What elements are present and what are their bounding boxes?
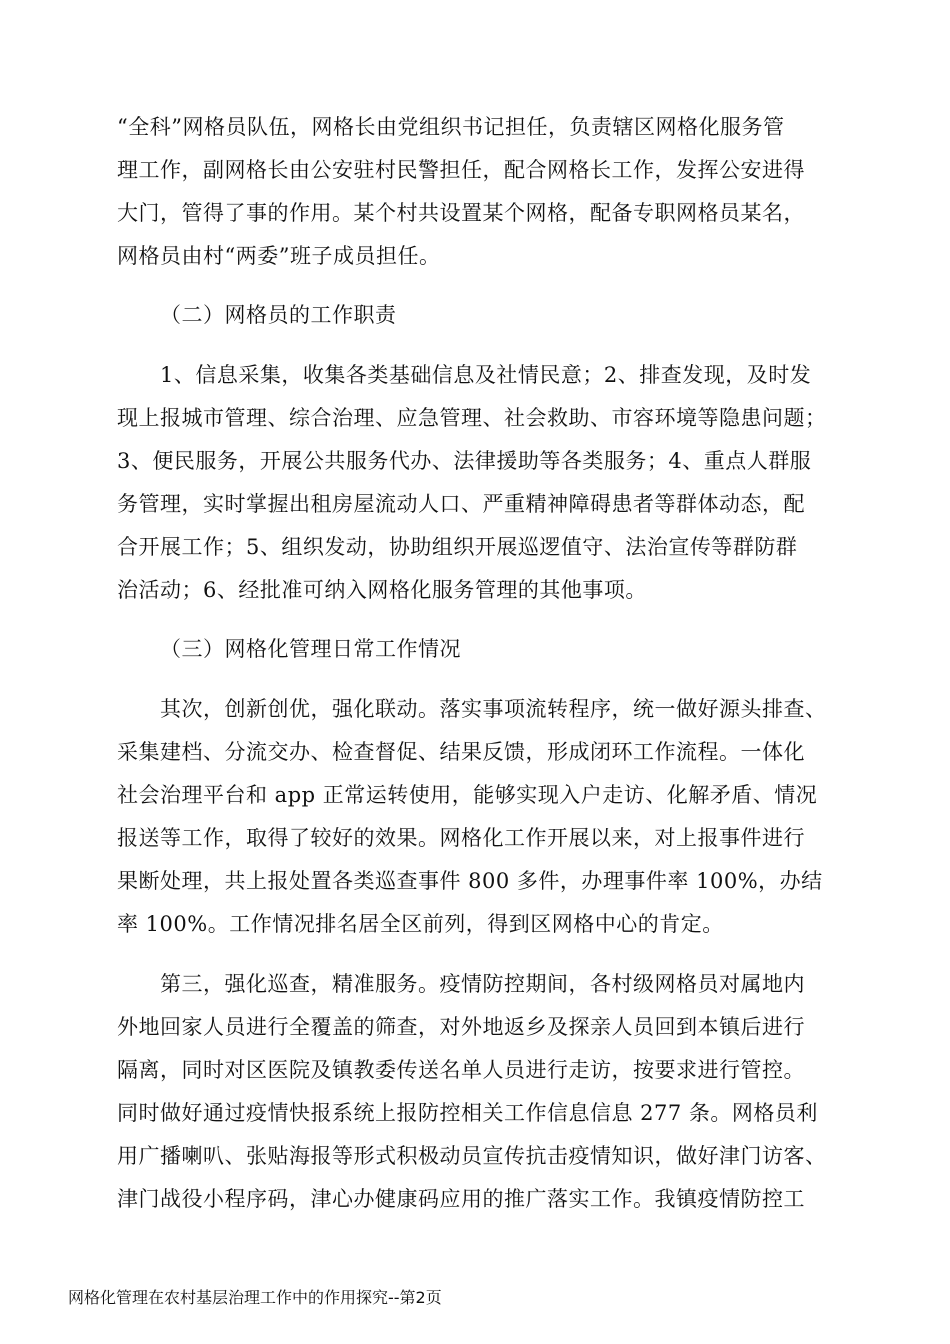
paragraph-line: 第三，强化巡查，精准服务。疫情防控期间，各村级网格员对属地内 — [160, 972, 805, 996]
section-heading: （二）网格员的工作职责 — [160, 303, 397, 327]
paragraph-line: 果断处理，共上报处置各类巡查事件 800 多件，办理事件率 100%，办结 — [117, 869, 823, 893]
paragraph-line: 现上报城市管理、综合治理、应急管理、社会救助、市容环境等隐患问题； — [117, 406, 827, 430]
paragraph-line: 其次，创新创优，强化联动。落实事项流转程序，统一做好源头排查、 — [160, 697, 827, 721]
paragraph-line: 3、便民服务，开展公共服务代办、法律援助等各类服务；4、重点人群服 — [117, 449, 812, 473]
paragraph-line: 社会治理平台和 app 正常运转使用，能够实现入户走访、化解矛盾、情况 — [117, 783, 818, 807]
paragraph-line: 大门，管得了事的作用。某个村共设置某个网格，配备专职网格员某名， — [117, 201, 805, 225]
paragraph-line: 津门战役小程序码，津心办健康码应用的推广落实工作。我镇疫情防控工 — [117, 1187, 805, 1211]
paragraph-line: 务管理，实时掌握出租房屋流动人口、严重精神障碍患者等群体动态，配 — [117, 492, 805, 516]
paragraph-line: 合开展工作；5、组织发动，协助组织开展巡逻值守、法治宣传等群防群 — [117, 535, 798, 559]
paragraph-line: 率 100%。工作情况排名居全区前列，得到区网格中心的肯定。 — [117, 912, 724, 936]
paragraph-line: 理工作，副网格长由公安驻村民警担任，配合网格长工作，发挥公安进得 — [117, 158, 805, 182]
paragraph-line: 隔离，同时对区医院及镇教委传送名单人员进行走访，按要求进行管控。 — [117, 1058, 805, 1082]
paragraph-line: 报送等工作，取得了较好的效果。网格化工作开展以来，对上报事件进行 — [117, 826, 805, 850]
paragraph-line: 采集建档、分流交办、检查督促、结果反馈，形成闭环工作流程。一体化 — [117, 740, 805, 764]
paragraph-line: 网格员由村“两委”班子成员担任。 — [117, 244, 441, 268]
paragraph-line: “全科”网格员队伍，网格长由党组织书记担任，负责辖区网格化服务管 — [117, 115, 785, 139]
paragraph-line: 治活动；6、经批准可纳入网格化服务管理的其他事项。 — [117, 578, 647, 602]
page-footer: 网格化管理在农村基层治理工作中的作用探究--第2页 — [68, 1288, 442, 1307]
paragraph-line: 外地回家人员进行全覆盖的筛查，对外地返乡及探亲人员回到本镇后进行 — [117, 1015, 805, 1039]
paragraph-line: 同时做好通过疫情快报系统上报防控相关工作信息信息 277 条。网格员利 — [117, 1101, 818, 1125]
paragraph-line: 用广播喇叭、张贴海报等形式积极动员宣传抗击疫情知识，做好津门访客、 — [117, 1144, 827, 1168]
section-heading: （三）网格化管理日常工作情况 — [160, 637, 461, 661]
paragraph-line: 1、信息采集，收集各类基础信息及社情民意；2、排查发现，及时发 — [160, 363, 812, 387]
